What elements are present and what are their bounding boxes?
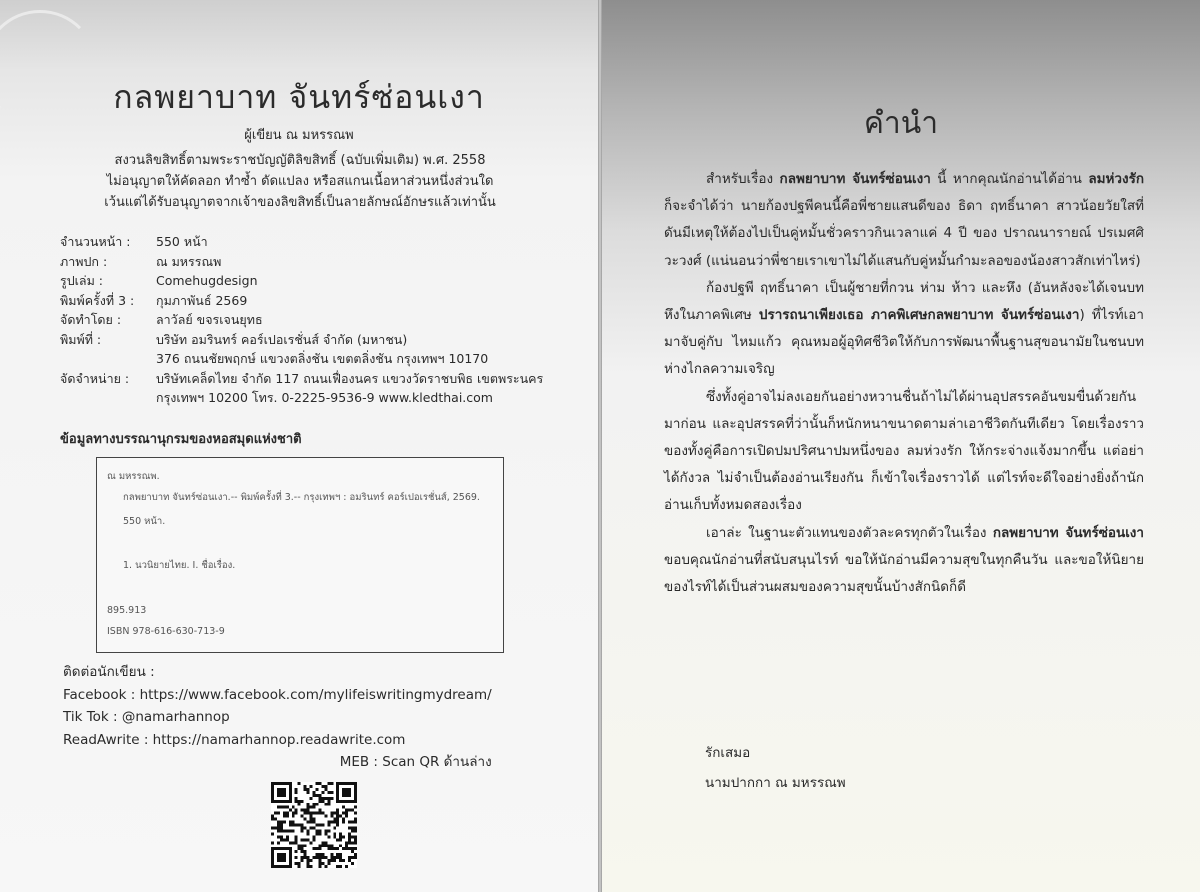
detail-label [60, 349, 156, 369]
cip-isbn: ISBN 978-616-630-713-9 [107, 626, 225, 637]
contact-heading: ติดต่อนักเขียน : [63, 664, 155, 680]
facebook-link: Facebook : https://www.facebook.com/mylifeiswritingmydream/ [63, 686, 492, 703]
preface-paragraph: ซึ่งทั้งคู่อาจไม่ลงเอยกันอย่างหวานชื่นถ้าไม่ได้ผ่านอุปสรรคอันขมขื่นด้วยกันมาก่อน และอุปสรรคที่ว่านั้นก็หนักหนาขนาดตามล่าเอาชีวิตกันทีเดียว โดยเรื่องราวของทั้งคู่คือการเปิดปมปริศนาปมหนึ่งของ ลมห่วงรัก ให้กระจ่างแจ้งมากขึ้น แต่อย่าได้กังวล ไม่จำเป็นต้องอ่านเรียงกัน ก็เข้าใจเรื่องราวได้ แต่ไรท์จะดีใจอย่างยิ่งถ้านักอ่านเก็บทั้งหมดสองเรื่อง [664, 388, 1144, 514]
signature: นามปากกา ณ มหรรณพ [705, 775, 846, 791]
detail-row [60, 291, 580, 311]
book-title-ref: ลมห่วงรัก [1088, 171, 1144, 187]
preface-paragraph [664, 275, 1144, 384]
copyright-page [0, 0, 598, 892]
detail-label: จัดทำโดย : [60, 312, 122, 327]
text-run: นี้ หากคุณนักอ่านได้อ่าน [930, 171, 1089, 187]
detail-row [60, 330, 580, 350]
text-run: สำหรับเรื่อง [706, 171, 780, 187]
copyright-notice [40, 150, 560, 213]
detail-label: พิมพ์ครั้งที่ 3 : [60, 292, 135, 308]
closing: รักเสมอ [705, 745, 751, 761]
detail-label: จำนวนหน้า : [60, 234, 131, 249]
detail-row [60, 388, 580, 408]
book-title-ref: กลพยาบาท จันทร์ซ่อนเงา [992, 524, 1144, 541]
preface-body [664, 166, 1144, 601]
detail-row [60, 232, 580, 252]
text-run: ขอบคุณนักอ่านที่สนับสนุนไรท์ ขอให้นักอ่านมีความสุขในทุกคืนวัน และขอให้นิยายของไรท์ได้เป็นส่วนผสมของความสุขนั้นบ้างสักนิดก็ดี [664, 551, 1144, 596]
tiktok-handle: Tik Tok : @namarhannop [63, 709, 230, 725]
copyright-line: สงวนลิขสิทธิ์ตามพระราชบัญญัติลิขสิทธิ์ (ฉบับเพิ่มเติม) พ.ศ. 2558 [114, 153, 486, 168]
copyright-line: ไม่อนุญาตให้คัดลอก ทำซ้ำ ดัดแปลง หรือสแกนเนื้อหาส่วนหนึ่งส่วนใด [106, 174, 494, 189]
meb-note: MEB : Scan QR ด้านล่าง [339, 754, 492, 770]
cip-record-box [96, 457, 504, 653]
book-title: กลพยาบาท จันทร์ซ่อนเงา [113, 78, 485, 116]
cip-pages: 550 หน้า. [123, 516, 166, 527]
detail-value: กุมภาพันธ์ 2569 [156, 292, 248, 308]
text-run: เอาล่ะ ในฐานะตัวแทนของตัวละครทุกตัวในเรื่อง [706, 524, 993, 541]
detail-value: กรุงเทพฯ 10200 โทร. 0-2225-9536-9 www.kledthai.com [156, 390, 493, 405]
detail-value: Comehugdesign [156, 273, 258, 288]
book-title-ref: กลพยาบาท จันทร์ซ่อนเงา [779, 171, 931, 187]
detail-row [60, 369, 580, 389]
text-run: ) ที่ไรท์เอามาจับคู่กับ ไหมแก้ว คุณหมอผู้อุทิศชีวิตให้กับการพัฒนาพื้นฐานสุขอนามัยในชนบทห่างไกลความเจริญ [664, 307, 1144, 378]
detail-value: ณ มหรรณพ [156, 253, 222, 269]
detail-label: ภาพปก : [60, 253, 108, 269]
preface-paragraph [664, 520, 1144, 602]
detail-label: พิมพ์ที่ : [60, 331, 102, 347]
detail-row [60, 271, 580, 291]
detail-label [60, 388, 156, 408]
detail-value: บริษัท อมรินทร์ คอร์เปอเรชั่นส์ จำกัด (มหาชน) [156, 331, 408, 347]
detail-label: รูปเล่ม : [60, 273, 104, 288]
preface-title: คำนำ [863, 106, 939, 141]
publication-details [60, 232, 580, 408]
readawrite-link: ReadAwrite : https://namarhannop.readawrite.com [63, 731, 406, 748]
detail-value: บริษัทเคล็ดไทย จำกัด 117 ถนนเฟื่องนคร แขวงวัดราชบพิธ เขตพระนคร [156, 370, 544, 386]
author-contact [63, 661, 492, 774]
text-run: ก้องปฐพี ฤทธิ์นาคา เป็นผู้ชายที่กวน ห่าม ห้าว และหึง (อันหลังจะได้เจนบทหึงในภาคพิเศษ [664, 279, 1144, 324]
detail-row [60, 349, 580, 369]
detail-value: ลาวัลย์ ขจรเจนยุทธ [156, 312, 263, 327]
detail-row [60, 310, 580, 330]
text-run: ก็จะจำได้ว่า นายก้องปฐพีคนนี้คือพี่ชายแสนดีของ ธิดา ฤทธิ์นาคา สาวน้อยวัยใสที่ดันมีเหตุให้ต้องไปเป็นคู่หมั้นชั่วคราวกินเวลาแค่ 4 ปี ของ ปราณนารายณ์ ปรเมศศิวะวงศ์ (แน่นอนว่าพี่ชายเราเขาไม่ได้แสนกับคู่หมั้นกำมะลอของน้องสาวสักเท่าไหร่) [664, 198, 1144, 269]
cip-entry: กลพยาบาท จันทร์ซ่อนเงา.-- พิมพ์ครั้งที่ 3.-- กรุงเทพฯ : อมรินทร์ คอร์เปอเรชั่นส์, 2569. [123, 492, 480, 503]
preface-paragraph [664, 166, 1144, 275]
copyright-line: เว้นแต่ได้รับอนุญาตจากเจ้าของลิขสิทธิ์เป็นลายลักษณ์อักษรแล้วเท่านั้น [104, 195, 496, 210]
detail-row [60, 252, 580, 272]
cip-author: ณ มหรรณพ. [107, 471, 160, 482]
author-line: ผู้เขียน ณ มหรรณพ [244, 128, 354, 143]
detail-value: 550 หน้า [156, 234, 208, 249]
cip-heading: ข้อมูลทางบรรณานุกรมของหอสมุดแห่งชาติ [60, 432, 302, 447]
qr-code [271, 782, 357, 868]
detail-value: 376 ถนนชัยพฤกษ์ แขวงตลิ่งชัน เขตตลิ่งชัน กรุงเทพฯ 10170 [156, 351, 489, 366]
book-title-ref: ปรารถนาเพียงเธอ ภาคพิเศษกลพยาบาท จันทร์ซ่อนเงา [758, 307, 1080, 324]
preface-signoff [705, 738, 846, 798]
detail-label: จัดจำหน่าย : [60, 370, 130, 386]
cip-subjects: 1. นวนิยายไทย. I. ชื่อเรื่อง. [123, 560, 236, 571]
cip-classification: 895.913 [107, 605, 147, 616]
